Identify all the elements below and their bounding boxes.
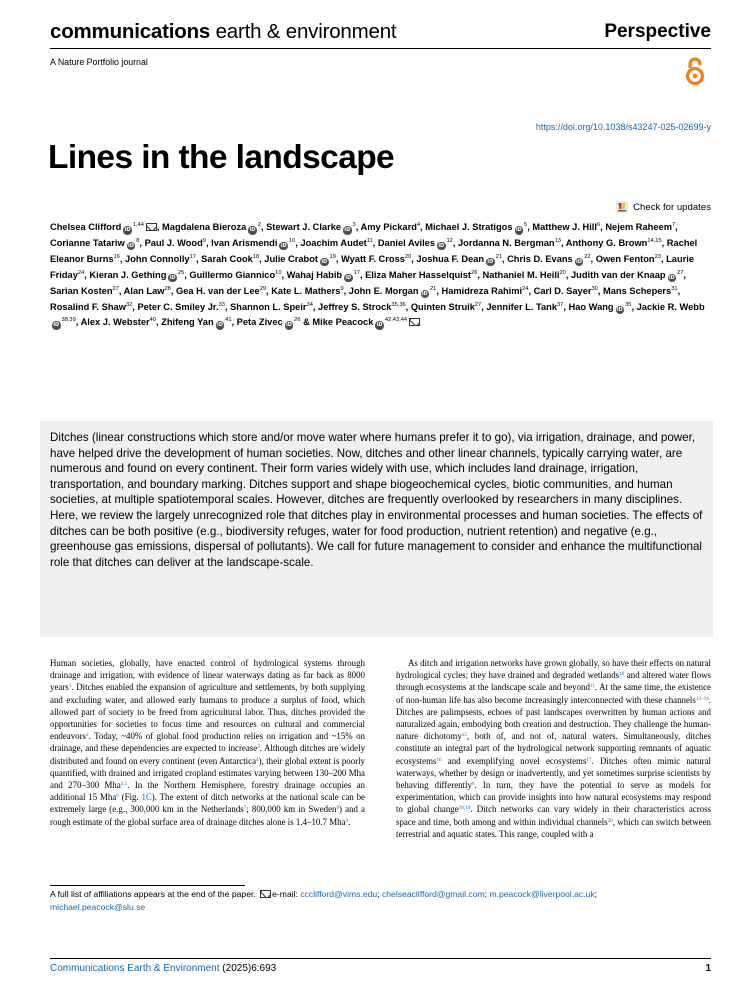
author-name: Ivan Arismendi bbox=[211, 237, 278, 248]
author-name: Alan Law bbox=[123, 285, 165, 296]
author-affiliation: 10 bbox=[275, 269, 282, 276]
orcid-icon[interactable]: iD bbox=[53, 322, 60, 329]
email-icon[interactable] bbox=[146, 223, 157, 231]
orcid-icon[interactable]: iD bbox=[487, 258, 494, 265]
author[interactable] bbox=[318, 302, 406, 312]
citation-ref[interactable]: 20 bbox=[607, 817, 613, 824]
author[interactable] bbox=[312, 317, 420, 327]
author-affiliation: 10 bbox=[288, 237, 296, 244]
author[interactable] bbox=[507, 254, 590, 264]
footer-citation bbox=[50, 963, 276, 974]
citation-ref[interactable]: 2 bbox=[85, 732, 89, 739]
author[interactable] bbox=[211, 238, 295, 248]
author[interactable] bbox=[532, 222, 600, 232]
author-affiliation: 16 bbox=[113, 253, 120, 260]
author-affiliation: 20 bbox=[559, 269, 566, 276]
author-affiliation: 34 bbox=[306, 301, 313, 308]
author-name: Mike Peacock bbox=[312, 317, 374, 328]
page-number: 1 bbox=[705, 963, 711, 974]
citation-ref[interactable]: 12–14 bbox=[695, 695, 709, 702]
email-label: e-mail: bbox=[272, 889, 301, 899]
author-name: Mans Schepers bbox=[603, 285, 672, 296]
author[interactable] bbox=[486, 302, 563, 312]
author[interactable] bbox=[365, 270, 477, 280]
author[interactable] bbox=[287, 270, 360, 280]
author-affiliation: 27 bbox=[474, 301, 482, 308]
author-affiliation: 5 bbox=[524, 222, 528, 228]
email-icon bbox=[260, 890, 271, 898]
orcid-icon[interactable]: iD bbox=[515, 227, 522, 233]
author[interactable] bbox=[81, 317, 156, 327]
body-text: , which can switch between terrestrial and aquatic states. This range, coupled with a bbox=[396, 816, 711, 839]
author-name: Chris D. Evans bbox=[507, 253, 573, 264]
author-affiliation: 35 bbox=[625, 301, 632, 308]
author-name: Owen Fenton bbox=[595, 253, 655, 264]
author-name: John E. Morgan bbox=[348, 285, 419, 296]
author[interactable] bbox=[264, 254, 336, 264]
author-affiliation: 14,15 bbox=[647, 237, 662, 244]
citation-ref[interactable]: 7 bbox=[243, 805, 247, 812]
email-link[interactable]: michael.peacock@slu.se bbox=[50, 901, 146, 912]
orcid-icon[interactable]: iD bbox=[249, 227, 256, 233]
citation-ref[interactable]: 6 bbox=[471, 781, 475, 788]
author[interactable] bbox=[189, 270, 281, 280]
author[interactable] bbox=[125, 254, 196, 264]
header-divider bbox=[50, 48, 711, 49]
body-text: ), their global extent is poorly quantified, with drained and irrigated cropland estimates varying between 130–200 Mha and 270–300 Mha bbox=[50, 755, 365, 791]
body-text: . Ditches enabled the expansion of agriculture and settlements, by both supplying and excluding water, and allowed early humans to produce a surplus of food, which allowed part of society to be freed from agricultural labor. Thus, ditches provided the opportunities for societies to focus time and resources on cultural and commercial endeavors bbox=[50, 682, 365, 742]
author-name: Daniel Aviles bbox=[377, 237, 435, 248]
author-affiliation: 25 bbox=[177, 269, 185, 276]
email-link[interactable]: m.peacock@liverpool.ac.uk bbox=[489, 889, 595, 899]
author-affiliation: 40 bbox=[149, 317, 156, 324]
author-name: Eliza Maher Hasselquist bbox=[365, 269, 472, 280]
author-affiliation: 13 bbox=[554, 237, 561, 244]
author-list: Chelsea Clifford iD$^{1,44}$ , Magdalena Bieroza $iD^2$, Stewart J. Clarke $iD^3$, Amy Pickard$^4$, Michael J. Stratigos $iD^5$, Matthew J. Hill$^6$, Nejem Raheem$^7$, Corianne Tatariw $iD^8$, Paul J. Wood$^9$, Ivan Arismendi $iD^{10}$, Joachim Audet$^{11}$, Daniel Aviles $iD^{12}$, Jordanna N. Bergman$^{13}$, Anthony G. Brown$^{14,15}$, Rachel Eleanor Burns$^{16}$, John Connolly$^{17}$, Sarah Cook$^{18}$, Julie Crabot $iD^{19}$, Wyatt F. Cross$^{20}$, Joshua F. Dean $iD^{21}$, Chris D. Evans $iD^{22}$, Owen Fenton$^{23}$, Laurie Friday$^{24}$, Kieran J. Gething $iD^{25}$, Guillermo Giannico$^{10}$, Wahaj Habib $iD^{17}$, Eliza Maher Hasselquist$^{26}$, Nathaniel M. Heili$^{20}$, Judith van der Knaap $iD^{27}$, Sarian Kosten$^{27}$, Alan Law$^{28}$, Gea H. van der Lee$^{29}$, Kate L. Mathers$^9$, John E. Morgan $iD^{21}$, Hamidreza Rahimi$^{24}$, Carl D. Sayer$^{30}$, Mans Schepers$^{31}$, Rosalind F. Shaw$^{32}$, Peter C. Smiley Jr.$^{33}$, Shannon L. Speir$^{34}$, Jeffrey S. Strock$^{35,36}$, Quinten Struik$^{27}$, Jennifer L. Tank$^{37}$, Hao Wang $iD^{35}$, Jackie R. WebbiD$^{38,39}$, Alex J. Webster$^{40}$, Zhifeng Yan $iD^{41}$, Peta Zivec $iD^{26}$ & Mike Peacock iD$^{42,43,44}$ bbox=[50, 222, 705, 329]
author-affiliation: 23 bbox=[654, 253, 661, 260]
author[interactable] bbox=[603, 286, 678, 296]
body-text: Human societies, globally, have enacted control of hydrological systems through drainage and irrigation, with evidence of linear waterways dating as far back as 8000 years bbox=[50, 658, 365, 693]
author[interactable] bbox=[442, 286, 529, 296]
author[interactable] bbox=[566, 238, 662, 248]
author-name: Michael J. Stratigos bbox=[425, 222, 513, 232]
author-name: Rosalind F. Shaw bbox=[50, 301, 126, 312]
author-name: Joachim Audet bbox=[300, 237, 367, 248]
author[interactable] bbox=[237, 317, 301, 327]
body-text: and altered water flows through ecosystems at the landscape scale and beyond bbox=[396, 670, 711, 693]
author-affiliation: 2 bbox=[257, 222, 261, 228]
citation-ref[interactable]: 9 bbox=[345, 817, 349, 824]
author-affiliation: 7 bbox=[671, 222, 676, 228]
author-name: Jackie R. Webb bbox=[636, 301, 705, 312]
author-name: Chelsea Clifford bbox=[50, 222, 122, 232]
author-name: Sarian Kosten bbox=[50, 285, 113, 296]
orcid-icon[interactable]: iD bbox=[344, 227, 351, 233]
doi-link[interactable]: https://doi.org/10.1038/s43247-025-02699-y bbox=[535, 122, 711, 132]
author[interactable] bbox=[145, 238, 206, 248]
author-affiliation: 27 bbox=[677, 269, 684, 276]
author-name: Matthew J. Hill bbox=[532, 222, 597, 232]
author-name: Peter C. Smiley Jr. bbox=[137, 301, 219, 312]
author[interactable] bbox=[89, 270, 184, 280]
footer-divider bbox=[50, 958, 711, 959]
author-affiliation: 3 bbox=[352, 222, 356, 228]
author-affiliation: 9 bbox=[202, 237, 206, 244]
author[interactable] bbox=[411, 302, 481, 312]
author[interactable] bbox=[349, 286, 437, 296]
author-name: Gea H. van der Lee bbox=[175, 285, 260, 296]
orcid-icon[interactable]: iD bbox=[376, 322, 383, 329]
affiliations-note: A full list of affiliations appears at the end of the paper. bbox=[50, 889, 256, 899]
author-name: Laurie Friday bbox=[50, 253, 695, 280]
body-column-left bbox=[50, 657, 365, 828]
author-affiliation: 41 bbox=[225, 317, 232, 324]
orcid-icon[interactable]: iD bbox=[285, 322, 292, 329]
author[interactable] bbox=[201, 254, 259, 264]
portfolio-label: A Nature Portfolio journal bbox=[50, 57, 148, 67]
author[interactable] bbox=[534, 286, 598, 296]
orcid-icon[interactable]: iD bbox=[124, 227, 131, 233]
citation-ref[interactable]: 15 bbox=[461, 732, 467, 739]
body-text: . Ditches often mimic natural waterways, whether by design or inadvertently, and yet sometimes surprise scientists by behaving differently bbox=[396, 755, 711, 791]
body-text: . Ditches are palimpsests, echoes of past landscapes overwritten by human actions and naturalized again, embodying both creation and destruction. They challenge the human-nature dichotomy bbox=[396, 694, 711, 742]
email-link[interactable]: chelseaclifford@gmail.com bbox=[381, 889, 485, 899]
author[interactable] bbox=[230, 302, 313, 312]
body-text: , both of, and not of, natural waters. Simultaneously, ditches constitute an integral part of the hydrological network supporting remnants of aquatic ecosystems bbox=[396, 731, 711, 766]
citation-ref[interactable]: 1 bbox=[68, 683, 72, 690]
author[interactable] bbox=[50, 222, 157, 232]
author-affiliation: 21 bbox=[430, 285, 437, 292]
author-name: Anthony G. Brown bbox=[565, 237, 648, 248]
journal-header bbox=[50, 20, 711, 50]
author-affiliation: 32 bbox=[125, 301, 133, 308]
check-updates-button[interactable] bbox=[616, 201, 711, 213]
body-text: ). The extent of ditch networks at the national scale can be extremely large (e.g., 300,000 km in the Netherlands bbox=[50, 792, 365, 815]
author-affiliation: 27 bbox=[112, 285, 119, 292]
author[interactable] bbox=[378, 238, 453, 248]
author-affiliation: 42,43,44 bbox=[384, 317, 408, 324]
author-affiliation: 12 bbox=[446, 237, 453, 244]
orcid-icon[interactable]: iD bbox=[421, 290, 428, 297]
author[interactable] bbox=[266, 222, 356, 232]
author-name: Jeffrey S. Strock bbox=[318, 301, 392, 312]
open-access-icon bbox=[684, 55, 706, 87]
author[interactable] bbox=[569, 302, 632, 312]
author-name: Amy Pickard bbox=[360, 222, 417, 232]
author-name: Wyatt F. Cross bbox=[341, 253, 405, 264]
author[interactable] bbox=[271, 286, 343, 296]
author-affiliation: 4 bbox=[416, 222, 421, 228]
footnote-divider bbox=[50, 885, 245, 886]
body-text: . At the same time, the existence of non-human life has also become increasingly interconnected with these channels bbox=[396, 682, 711, 705]
author-affiliation: 6 bbox=[596, 222, 601, 228]
footer-journal-name[interactable]: Communications Earth & Environment bbox=[50, 963, 220, 974]
author-name: Rachel Eleanor Burns bbox=[50, 237, 698, 264]
author[interactable] bbox=[458, 238, 561, 248]
author-name: Shannon L. Speir bbox=[230, 301, 307, 312]
author-name: Zhifeng Yan bbox=[161, 317, 214, 328]
article-type: Perspective bbox=[604, 21, 711, 42]
check-updates-label: Check for updates bbox=[633, 201, 711, 213]
author-name: Sarah Cook bbox=[201, 253, 253, 264]
author-affiliation: 29 bbox=[259, 285, 267, 292]
orcid-icon[interactable]: iD bbox=[576, 258, 582, 265]
author[interactable] bbox=[124, 286, 171, 296]
author-name: Quinten Struik bbox=[410, 301, 475, 312]
author-affiliation: 35,36 bbox=[391, 301, 406, 308]
email-icon[interactable] bbox=[409, 318, 420, 326]
body-text: . bbox=[348, 816, 351, 827]
journal-name[interactable]: communications earth & environment bbox=[50, 20, 397, 43]
orcid-icon[interactable]: iD bbox=[128, 242, 134, 249]
body-text: . In turn, they have the potential to serve as models for experimentation, which can provide insights into how natural ecosystems may respond to global change bbox=[396, 780, 711, 815]
author-affiliation: 31 bbox=[671, 285, 678, 292]
author-affiliation: 24 bbox=[77, 269, 85, 276]
figure-ref[interactable]: 1C bbox=[141, 792, 152, 803]
author-name: Nejem Raheem bbox=[605, 222, 672, 232]
citation-ref[interactable]: 16 bbox=[436, 756, 442, 763]
author-affiliation: 26 bbox=[471, 269, 478, 276]
author[interactable] bbox=[571, 270, 683, 280]
author-name: Carl D. Sayer bbox=[533, 285, 592, 296]
footer-volume: (2025)6:693 bbox=[219, 963, 277, 974]
author[interactable] bbox=[176, 286, 266, 296]
body-text: . Today, ~40% of global food production relies on irrigation and ~15% on drainage, and these dependencies are expected to increase bbox=[50, 731, 365, 754]
author[interactable] bbox=[425, 222, 527, 232]
author-affiliation: 19 bbox=[329, 253, 336, 260]
author[interactable] bbox=[605, 222, 675, 232]
author-name: Jennifer L. Tank bbox=[486, 301, 557, 312]
author-name: Wahaj Habib bbox=[286, 269, 343, 280]
citation-ref[interactable]: 6 bbox=[116, 793, 119, 800]
author-name: Kieran J. Gething bbox=[89, 269, 167, 280]
article-title: Lines in the landscape bbox=[48, 139, 395, 176]
author[interactable] bbox=[416, 254, 502, 264]
body-text: . Ditch networks can vary widely in their characteristics across space and time, both among and within individual channels bbox=[396, 804, 712, 827]
body-text: . In the Northern Hemisphere, forestry drainage occupies an additional 15 Mha bbox=[50, 780, 365, 803]
orcid-icon[interactable]: iD bbox=[216, 322, 223, 329]
author-name: Corianne Tatariw bbox=[50, 237, 125, 248]
author[interactable] bbox=[161, 317, 231, 327]
author-name: Jordanna N. Bergman bbox=[458, 237, 555, 248]
email-link[interactable]: ccclifford@vims.edu bbox=[300, 889, 378, 899]
author-name: Nathaniel M. Heili bbox=[482, 269, 560, 280]
author-affiliation: 33 bbox=[218, 301, 225, 308]
author-affiliation: 28 bbox=[164, 285, 171, 292]
author-name: Hao Wang bbox=[568, 301, 614, 312]
footnote: A full list of affiliations appears at the end of the paper. e-mail: ccclifford@vims.edu; chelseaclifford@gmail.com; m.peacock@liverpool.ac.uk; michael.peacock@slu.se bbox=[50, 889, 598, 912]
author-name: Kate L. Mathers bbox=[271, 285, 341, 296]
author-affiliation: 9 bbox=[340, 285, 344, 292]
body-text: ; 800,000 km in Sweden bbox=[246, 804, 337, 815]
author-affiliation: 24 bbox=[522, 285, 529, 292]
author-name: John Connolly bbox=[125, 253, 190, 264]
body-text: ) and a rough estimate of the global surface area of drainage ditches alone is 1.4–10.7 Mha bbox=[50, 804, 365, 827]
author-name: Stewart J. Clarke bbox=[266, 222, 342, 232]
orcid-icon[interactable]: iD bbox=[169, 274, 176, 281]
author-affiliation: 17 bbox=[189, 253, 196, 260]
author-affiliation: 21 bbox=[495, 253, 502, 260]
author-affiliation: 18 bbox=[252, 253, 260, 260]
body-text: and exemplifying novel ecosystems bbox=[441, 755, 587, 766]
author-name: Magdalena Bieroza bbox=[162, 222, 247, 232]
author[interactable] bbox=[341, 254, 411, 264]
author-name: Peta Zivec bbox=[236, 317, 283, 328]
author-affiliation: 1,44 bbox=[132, 222, 144, 228]
orcid-icon[interactable]: iD bbox=[280, 242, 287, 249]
author-name: Julie Crabot bbox=[264, 253, 319, 264]
body-text: As ditch and irrigation networks have grown globally, so have their effects on natural hydrological cycles; they have drained and degraded wetlands bbox=[396, 658, 711, 681]
author[interactable] bbox=[300, 238, 372, 248]
author-name: Alex J. Webster bbox=[80, 317, 150, 328]
author-affiliation: 17 bbox=[353, 269, 360, 276]
author[interactable] bbox=[50, 302, 132, 312]
author-affiliation: 30 bbox=[591, 285, 598, 292]
body-text: (Fig. bbox=[118, 792, 142, 803]
author[interactable] bbox=[596, 254, 661, 264]
author[interactable] bbox=[361, 222, 421, 232]
author-affiliation: 22 bbox=[584, 253, 591, 260]
author[interactable] bbox=[50, 238, 139, 248]
author-affiliation: 20 bbox=[404, 253, 412, 260]
author[interactable] bbox=[162, 222, 261, 232]
orcid-icon[interactable]: iD bbox=[345, 274, 352, 281]
body-text: . Although ditches are widely distributed and found on every continent (even Antarctica bbox=[50, 743, 366, 766]
author-affiliation: 8 bbox=[136, 237, 140, 244]
author-name: Guillermo Giannico bbox=[189, 269, 276, 280]
author-affiliation: 38,39 bbox=[61, 317, 76, 324]
author[interactable] bbox=[50, 286, 119, 296]
citation-ref[interactable]: 18,19 bbox=[458, 805, 471, 812]
author-name: Paul J. Wood bbox=[144, 237, 203, 248]
citation-ref[interactable]: 10 bbox=[619, 671, 625, 678]
body-column-right bbox=[396, 657, 711, 840]
citation-ref[interactable]: 3 bbox=[257, 744, 260, 751]
author-name: Hamidreza Rahimi bbox=[441, 285, 523, 296]
abstract-text: Ditches (linear constructions which store and/or move water where humans prefer it to go), via irrigation, drainage, and power, have helped drive the development of human societies. Now, ditches and other linear channels, typically carrying water, are numerous and found on every continent. Their form varies widely with use, which includes land drainage, irrigation, transportation, and boundary marking. Ditches support and shape biogeochemical cycles, biotic communities, and human societies, at multiple spatiotemporal scales. However, ditches are frequently overlooked by researchers in many disciplines. Here, we review the largely unrecognized role that ditches play in environmental processes and human societies. The effects of ditches can be both positive (e.g., biodiversity refuges, water for food production, nutrient retention) and negative (e.g., greenhouse gas emissions, dispersal of pollutants). We call for future management to consider and enhance the multifunctional role that ditches can deliver at the landscape-scale. bbox=[50, 431, 703, 569]
citation-ref[interactable]: 11 bbox=[589, 683, 595, 690]
author-affiliation: 26 bbox=[294, 317, 301, 324]
author-affiliation: 37 bbox=[557, 301, 564, 308]
citation-ref[interactable]: 4 bbox=[256, 756, 259, 763]
citation-ref[interactable]: 17 bbox=[586, 756, 592, 763]
author-name: Judith van der Knaap bbox=[571, 269, 666, 280]
check-updates-icon bbox=[616, 201, 628, 213]
citation-ref[interactable]: 3,5 bbox=[120, 781, 128, 788]
author-affiliation: 11 bbox=[366, 237, 373, 244]
orcid-icon[interactable]: iD bbox=[438, 242, 445, 249]
author-name: Joshua F. Dean bbox=[416, 253, 485, 264]
orcid-icon[interactable]: iD bbox=[616, 306, 623, 313]
author[interactable] bbox=[137, 302, 224, 312]
orcid-icon[interactable]: iD bbox=[321, 258, 328, 265]
orcid-icon[interactable]: iD bbox=[668, 274, 675, 281]
citation-ref[interactable]: 8 bbox=[336, 805, 340, 812]
author[interactable] bbox=[483, 270, 566, 280]
